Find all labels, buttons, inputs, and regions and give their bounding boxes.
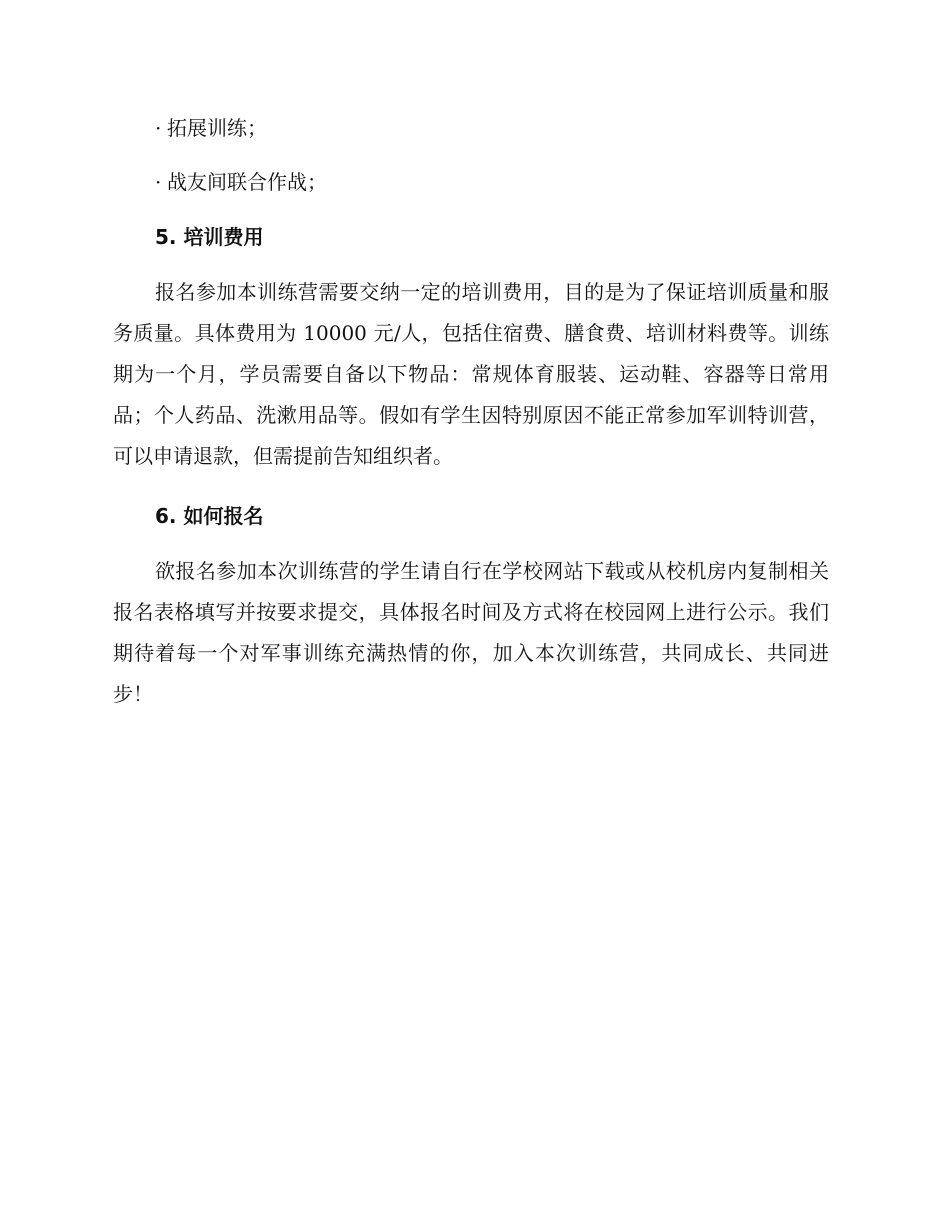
section-body-how-to-register: 欲报名参加本次训练营的学生请自行在学校网站下载或从校机房内复制相关报名表格填写并按要求提交，具体报名时间及方式将在校园网上进行公示。我们期待着每一个对军事训练充满热情的你，加入本次训练营，共同成长、共同进步！ <box>113 559 829 706</box>
section-heading-how-to-register: 6. 如何报名 <box>155 504 264 528</box>
bullet-marker: · <box>155 170 162 194</box>
section-body-training-fee: 报名参加本训练营需要交纳一定的培训费用，目的是为了保证培训质量和服务质量。具体费用为 10000 元/人，包括住宿费、膳食费、培训材料费等。训练期为一个月，学员需要自备以下物品：常规体育服装、运动鞋、容器等日常用品；个人药品、洗漱用品等。假如有学生因特别原因不能正常参加军训特训营，可以申请退款，但需提前告知组织者。 <box>113 280 829 468</box>
section-heading-training-fee: 5. 培训费用 <box>155 225 264 249</box>
bullet-item-joint-combat <box>155 168 327 196</box>
bullet-marker: · <box>155 116 162 140</box>
bullet-item-expansion-training <box>155 114 267 142</box>
bullet-text: 战友间联合作战； <box>167 170 327 194</box>
bullet-text: 拓展训练； <box>167 116 267 140</box>
